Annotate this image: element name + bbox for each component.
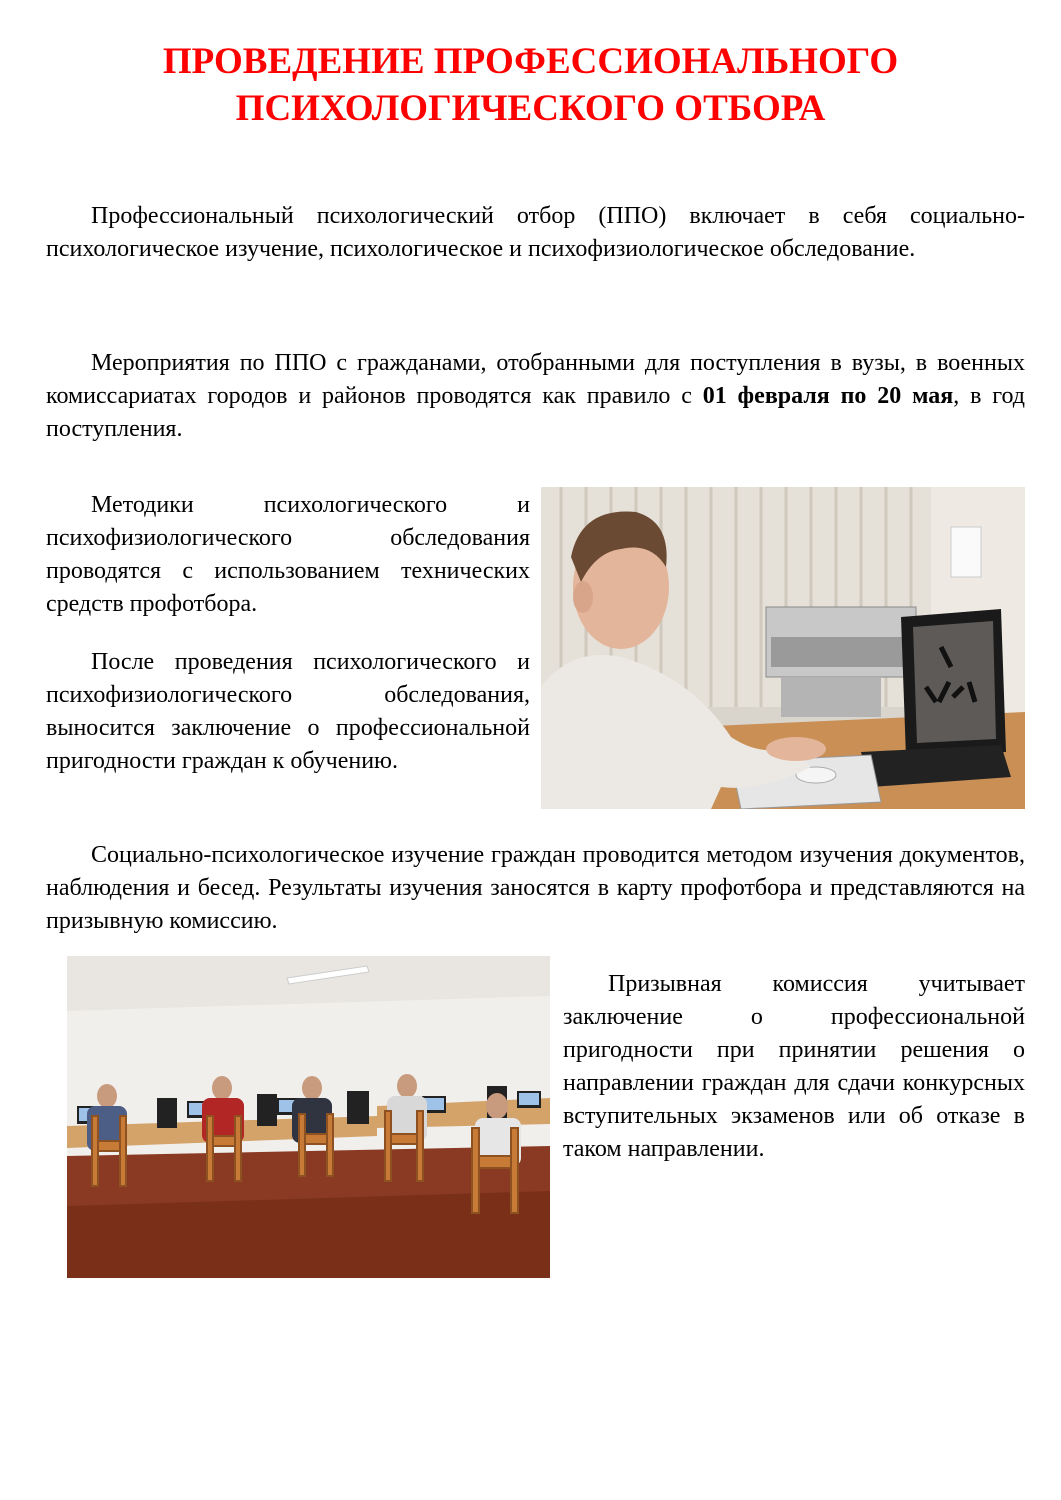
schedule-text-start: Мероприятия по ППО с гражданами, отобранными для поступления в вузы, в военных комиссариатах городов и районов проводятся как правило с — [46, 350, 1025, 409]
photo-computer-classroom — [67, 956, 550, 1278]
title-line-2: ПСИХОЛОГИЧЕСКОГО ОТБОРА — [235, 88, 826, 129]
paragraph-methods: Методики психологического и психофизиологического обследования проводятся с использованием технических средств профотбора. — [46, 492, 530, 617]
paragraph-commission: Призывная комиссия учитывает заключение о профессиональной пригодности при принятии решения о направлении граждан для сдачи конкурсных вступительных экзаменов или об отказе в таком направлении. — [563, 971, 1025, 1162]
photo-testing-station — [541, 487, 1025, 809]
paragraph-social-study: Социально-психологическое изучение граждан проводится методом изучения документов, наблюдения и бесед. Результаты изучения заносятся в карту профотбора и представляются на призывную комиссию. — [46, 842, 1025, 934]
schedule-dates: 01 февраля по 20 мая — [702, 383, 954, 409]
paragraph-ppo-definition: Профессиональный психологический отбор (ППО) включает в себя социально-психологическое изучение, психологическое и психофизиологическое обследование. — [46, 203, 1025, 262]
paragraph-conclusion: После проведения психологического и психофизиологического обследования, выносится заключение о профессиональной пригодности граждан к обучению. — [46, 649, 530, 774]
page-title — [40, 38, 1021, 132]
schedule-text-end: , в год поступления. — [46, 383, 1025, 442]
paragraph-schedule — [46, 347, 1025, 446]
title-line-1: ПРОВЕДЕНИЕ ПРОФЕССИОНАЛЬНОГО — [162, 41, 899, 82]
